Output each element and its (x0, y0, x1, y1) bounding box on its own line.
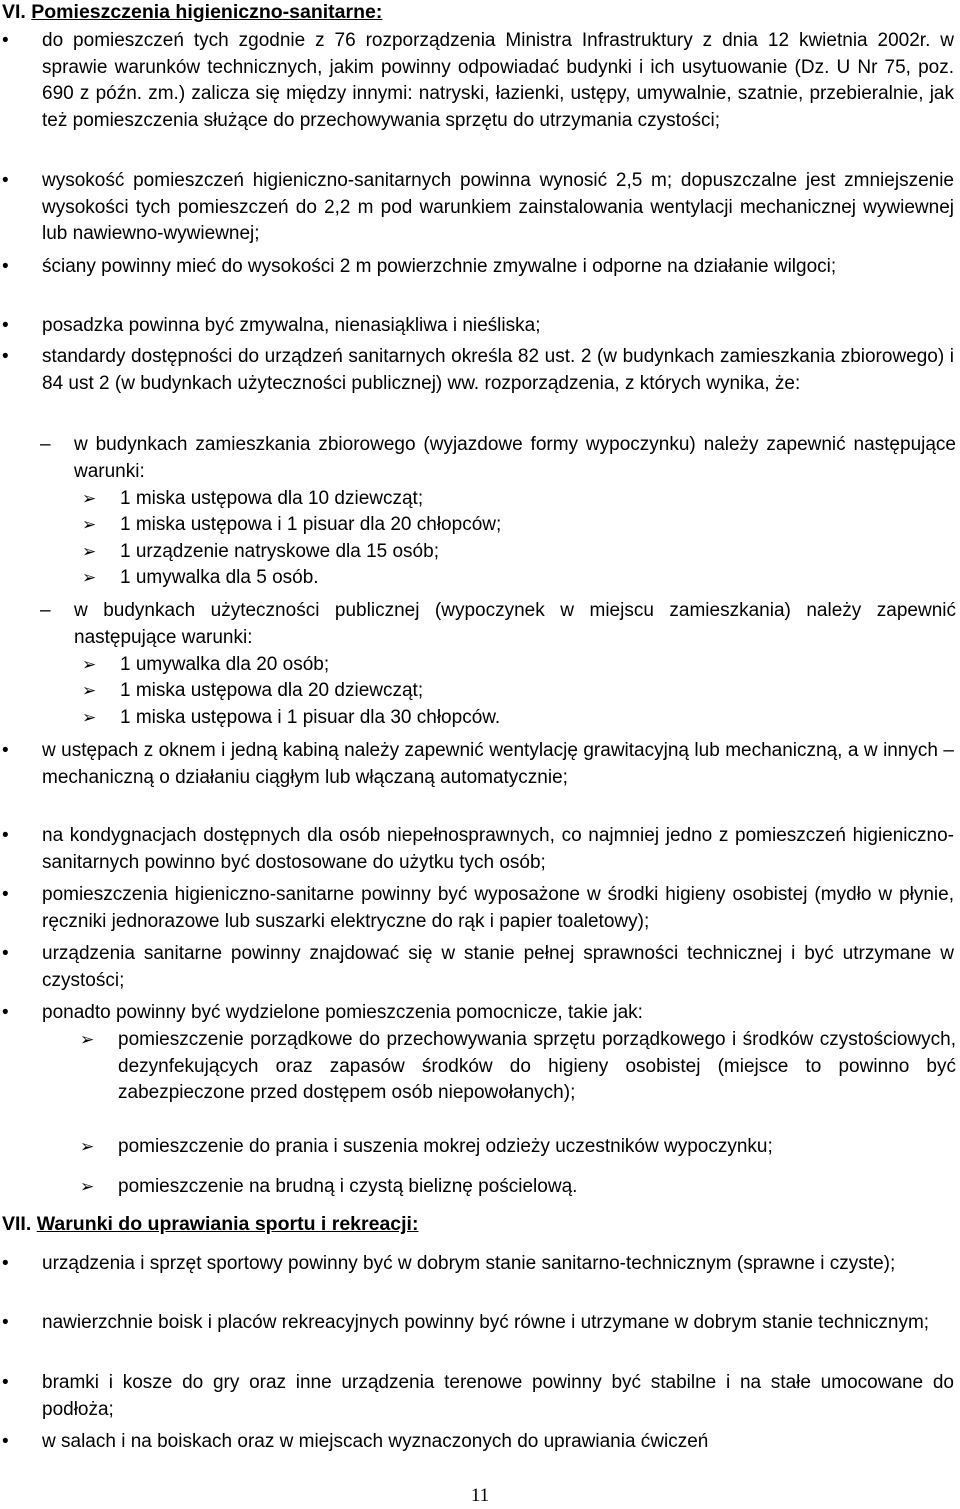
dash-icon: – (40, 600, 51, 621)
list-item: bramki i kosze do gry oraz inne urządzenia terenowe powinny być stabilne i na stałe umocowane do podłoża; (42, 1372, 954, 1420)
list-item: urządzenia i sprzęt sportowy powinny być w dobrym stanie sanitarno-technicznym (sprawne i czyste); (42, 1253, 896, 1274)
bullet-icon: • (2, 170, 9, 191)
section-7-number: VII. (2, 1213, 32, 1235)
list-item: posadzka powinna być zmywalna, nienasiąkliwa i nieśliska; (42, 315, 541, 336)
bullet-icon: • (2, 1431, 9, 1452)
section-7-title: Warunki do uprawiania sportu i rekreacji: (36, 1213, 419, 1235)
list-item: do pomieszczeń tych zgodnie z 76 rozporządzenia Ministra Infrastruktury z dnia 12 kwietnia 2002r. w sprawie warunków technicznych, jakim powinny odpowiadać budynki i ich usytuowanie (Dz. U Nr 75, poz. 690 z późn. zm.) zalicza się między innymi: natryski, łazienki, ustępy, umywalnie, szatnie, przebieralnie, jak też pomieszczenia służące do przechowywania sprzętu do utrzymania czystości; (42, 30, 954, 132)
arrow-bullet-icon: ➢ (82, 542, 97, 561)
bullet-icon: • (2, 256, 9, 277)
list-item: na kondygnacjach dostępnych dla osób niepełnosprawnych, co najmniej jedno z pomieszczeń higieniczno-sanitarnych powinno być dostosowane do użytku tych osób; (42, 825, 954, 873)
page-number: 11 (470, 1485, 490, 1506)
sub-item: 1 miska ustępowa dla 10 dziewcząt; (120, 488, 424, 509)
bullet-icon: • (2, 30, 9, 51)
list-item: pomieszczenia higieniczno-sanitarne powinny być wyposażone w środki higieny osobistej (mydło w płynie, ręczniki jednorazowe lub suszarki elektryczne do rąk i papier toaletowy); (42, 884, 954, 932)
list-item: w salach i na boiskach oraz w miejscach wyznaczonych do uprawiania ćwiczeń (42, 1431, 709, 1452)
section-6-heading (2, 0, 382, 24)
dash-icon: – (40, 434, 51, 455)
dash-item: w budynkach zamieszkania zbiorowego (wyjazdowe formy wypoczynku) należy zapewnić następujące warunki: (74, 434, 956, 482)
arrow-bullet-icon: ➢ (80, 1137, 95, 1156)
bullet-icon: • (2, 315, 9, 336)
arrow-bullet-icon: ➢ (82, 515, 97, 534)
bullet-icon: • (2, 1372, 9, 1393)
section-7-heading (2, 1212, 418, 1236)
list-item: ściany powinny mieć do wysokości 2 m powierzchnie zmywalne i odporne na działanie wilgoci; (42, 256, 837, 277)
sub-item: pomieszczenie porządkowe do przechowywania sprzętu porządkowego i środków czystościowych, dezynfekujących oraz zapasów środków do higieny osobistej (miejsce to powinno być zabezpieczone przed dostępem osób niepowołanych); (118, 1029, 956, 1104)
bullet-icon: • (2, 1002, 9, 1023)
bullet-icon: • (2, 825, 9, 846)
arrow-bullet-icon: ➢ (80, 1030, 95, 1049)
arrow-bullet-icon: ➢ (82, 489, 97, 508)
section-6-number: VI. (2, 1, 26, 23)
list-item: standardy dostępności do urządzeń sanitarnych określa 82 ust. 2 (w budynkach zamieszkania zbiorowego) i 84 ust 2 (w budynkach użyteczności publicznej) ww. rozporządzenia, z których wynika, że: (42, 346, 954, 394)
list-item: wysokość pomieszczeń higieniczno-sanitarnych powinna wynosić 2,5 m; dopuszczalne jest zmniejszenie wysokości tych pomieszczeń do 2,2 m pod warunkiem zainstalowania wentylacji mechanicznej wywiewnej lub nawiewno-wywiewnej; (42, 170, 954, 245)
list-item: ponadto powinny być wydzielone pomieszczenia pomocnicze, takie jak: (42, 1002, 643, 1023)
sub-item: 1 umywalka dla 5 osób. (120, 567, 319, 588)
dash-item: w budynkach użyteczności publicznej (wypoczynek w miejscu zamieszkania) należy zapewnić następujące warunki: (74, 600, 956, 648)
arrow-bullet-icon: ➢ (80, 1177, 95, 1196)
list-item: w ustępach z oknem i jedną kabiną należy zapewnić wentylację grawitacyjną lub mechaniczną, a w innych – mechaniczną o działaniu ciągłym lub włączaną automatycznie; (42, 740, 954, 788)
sub-item: 1 miska ustępowa i 1 pisuar dla 30 chłopców. (120, 707, 501, 728)
arrow-bullet-icon: ➢ (82, 708, 97, 727)
bullet-icon: • (2, 1253, 9, 1274)
list-item: nawierzchnie boisk i placów rekreacyjnych powinny być równe i utrzymane w dobrym stanie technicznym; (42, 1312, 930, 1333)
bullet-icon: • (2, 884, 9, 905)
bullet-icon: • (2, 943, 9, 964)
bullet-icon: • (2, 1312, 9, 1333)
section-6-title: Pomieszczenia higieniczno-sanitarne: (31, 1, 383, 23)
sub-item: pomieszczenie na brudną i czystą bieliznę pościelową. (118, 1176, 578, 1197)
arrow-bullet-icon: ➢ (82, 681, 97, 700)
bullet-icon: • (2, 740, 9, 761)
arrow-bullet-icon: ➢ (82, 568, 97, 587)
arrow-bullet-icon: ➢ (82, 655, 97, 674)
sub-item: 1 miska ustępowa dla 20 dziewcząt; (120, 680, 424, 701)
list-item: urządzenia sanitarne powinny znajdować się w stanie pełnej sprawności technicznej i być utrzymane w czystości; (42, 943, 954, 991)
bullet-icon: • (2, 346, 9, 367)
sub-item: pomieszczenie do prania i suszenia mokrej odzieży uczestników wypoczynku; (118, 1136, 773, 1157)
sub-item: 1 miska ustępowa i 1 pisuar dla 20 chłopców; (120, 514, 502, 535)
sub-item: 1 umywalka dla 20 osób; (120, 654, 330, 675)
sub-item: 1 urządzenie natryskowe dla 15 osób; (120, 541, 439, 562)
